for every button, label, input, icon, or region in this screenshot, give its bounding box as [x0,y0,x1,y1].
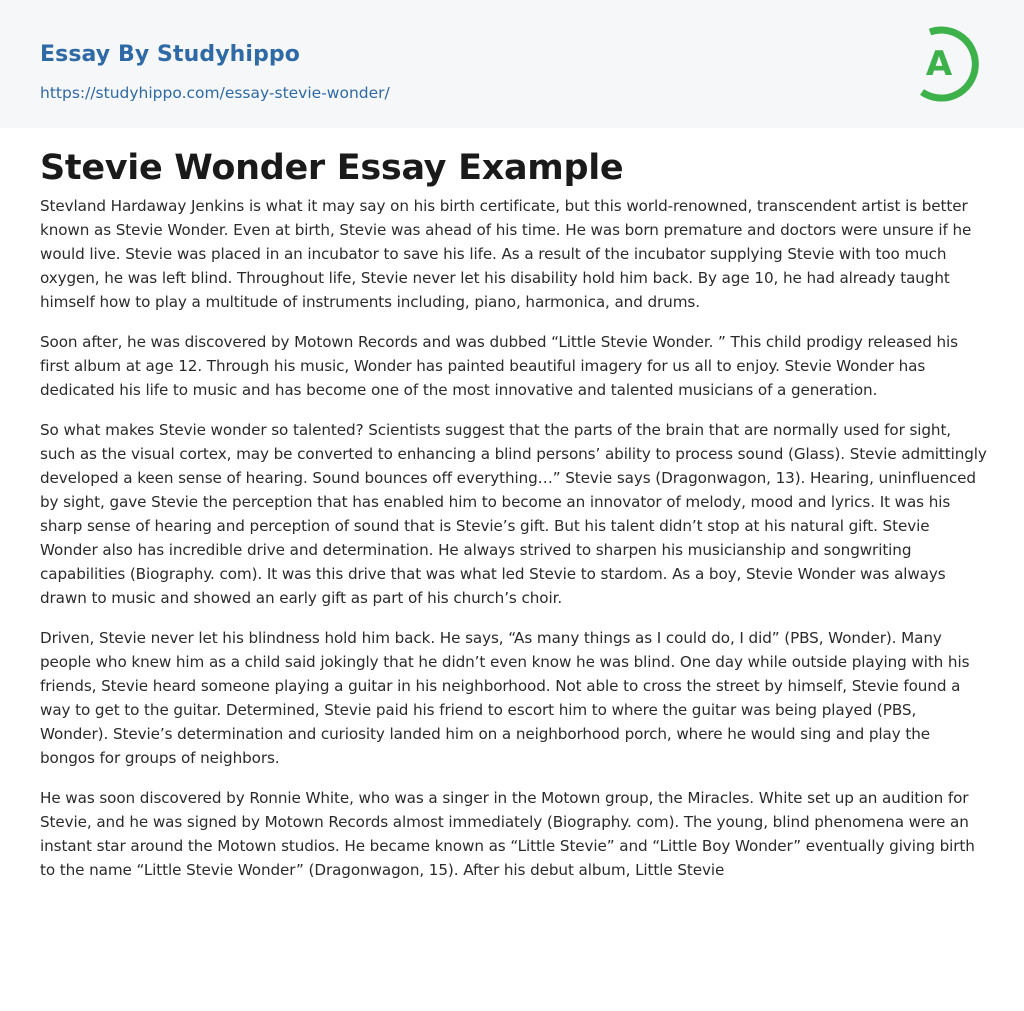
article-paragraph: Stevland Hardaway Jenkins is what it may say on his birth certificate, but this world-renowned, transcendent artist is better known as Stevie Wonder. Even at birth, Stevie was ahead of his time. He was born premature and doctors were unsure if he would live. Stevie was placed in an incubator to save his life. As a result of the incubator supplying Stevie with too much oxygen, he was left blind. Throughout life, Stevie never let his disability hold him back. By age 10, he had already taught himself how to play a multitude of instruments including, piano, harmonica, and drums. [40,197,972,311]
article-paragraph: Driven, Stevie never let his blindness hold him back. He says, “As many things as I could do, I did” (PBS, Wonder). Many people who knew him as a child said jokingly that he didn’t even know he was blind. One day while outside playing with his friends, Stevie heard someone playing a guitar in his neighborhood. Not able to cross the street by himself, Stevie found a way to get to the guitar. Determined, Stevie paid his friend to escort him to where the guitar was being played (PBS, Wonder). Stevie’s determination and curiosity landed him on a neighborhood porch, where he would sing and play the bongos for groups of neighbors. [40,629,970,767]
site-header [0,0,1024,128]
article-paragraph: So what makes Stevie wonder so talented? Scientists suggest that the parts of the brain that are normally used for sight, such as the visual cortex, may be converted to enhancing a blind persons’ ability to process sound (Glass). Stevie admittingly developed a keen sense of hearing. Sound bounces off everything…” Stevie says (Dragonwagon, 13). Hearing, uninfluenced by sight, gave Stevie the perception that has enabled him to become an innovator of melody, mood and lyrics. It was his sharp sense of hearing and perception of sound that is Stevie’s gift. But his talent didn’t stop at his natural gift. Stevie Wonder also has incredible drive and determination. He always strived to sharpen his musicianship and songwriting capabilities (Biography. com). It was this drive that was what led Stevie to stardom. As a boy, Stevie Wonder was always drawn to music and showed an early gift as part of his church’s choir. [40,421,987,607]
article-paragraph: Soon after, he was discovered by Motown Records and was dubbed “Little Stevie Wonder. ” This child prodigy released his first album at age 12. Through his music, Wonder has painted beautiful imagery for us all to enjoy. Stevie Wonder has dedicated his life to music and has become one of the most innovative and talented musicians of a generation. [40,333,958,399]
site-brand[interactable]: Essay By Studyhippo [40,42,300,67]
page-url-link[interactable]: https://studyhippo.com/essay-stevie-wonder/ [40,84,390,102]
article [40,146,988,882]
article-title: Stevie Wonder Essay Example [40,148,624,188]
studyhippo-logo-icon[interactable] [912,18,986,106]
article-paragraph: He was soon discovered by Ronnie White, who was a singer in the Motown group, the Miracles. White set up an audition for Stevie, and he was signed by Motown Records almost immediately (Biography. com). The young, blind phenomena were an instant star around the Motown studios. He became known as “Little Stevie” and “Little Boy Wonder” eventually giving birth to the name “Little Stevie Wonder” (Dragonwagon, 15). After his debut album, Little Stevie [40,789,975,879]
logo-letter: A [925,44,953,84]
